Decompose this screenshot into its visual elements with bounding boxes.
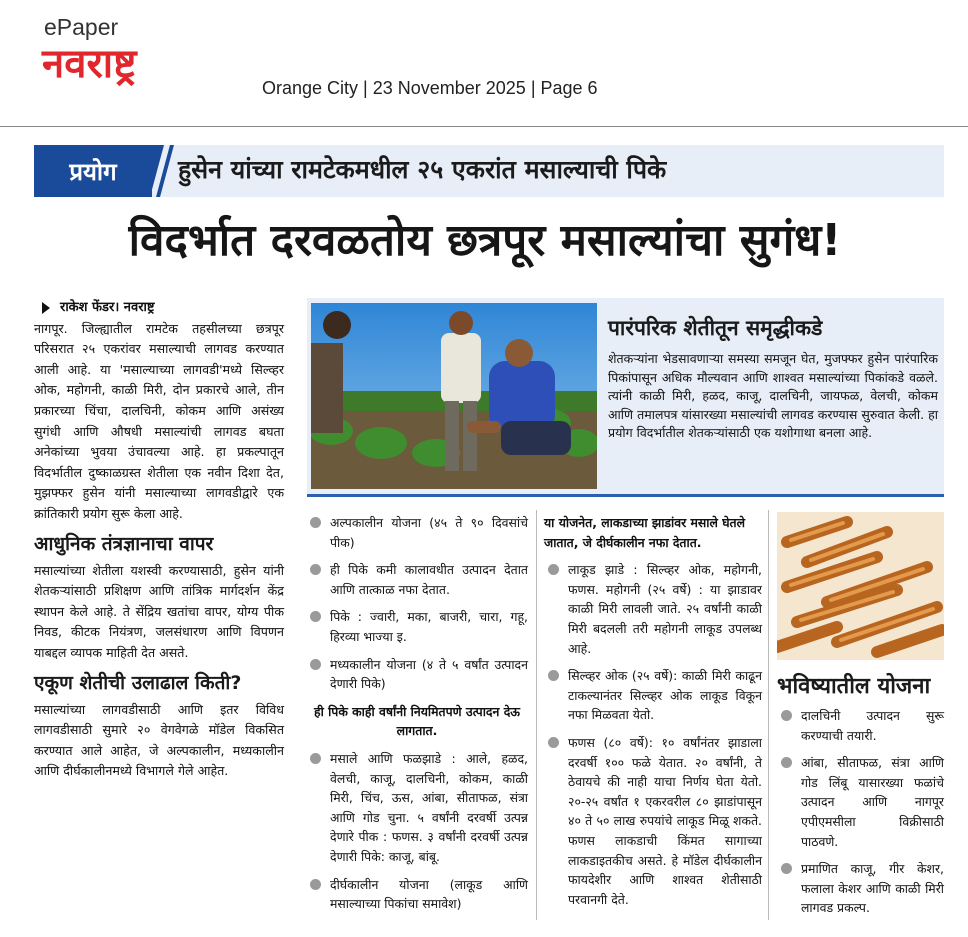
column-rule bbox=[768, 510, 769, 920]
list-item: दालचिनी उत्पादन सुरू करण्याची तयारी. bbox=[777, 706, 944, 745]
farm-photo bbox=[311, 303, 597, 489]
list-item: दीर्घकालीन योजना (लाकूड आणि मसाल्याच्या पिकांचा समावेश) bbox=[306, 875, 528, 914]
list-item: मध्यकालीन योजना (४ ते ५ वर्षांत उत्पादन देणारी पिके) bbox=[306, 655, 528, 694]
epaper-label: ePaper bbox=[44, 14, 119, 40]
paragraph-turnover: मसाल्यांच्या लागवडीसाठी आणि इतर विविध लागवडीसाठी सुमारे २० वेगवेगळे मॉडेल विकसित करण्यात आले आहेत, जे अल्पकालीन, मध्यकालीन आणि दीर्घकालीनमध्ये विभागले गेले आहेत. bbox=[34, 701, 284, 779]
paragraph-technology: मसाल्यांच्या शेतीला यशस्वी करण्यासाठी, हुसेन यांनी शेतकऱ्यांसाठी प्रशिक्षण आणि तांत्रिक मार्गदर्शन केंद्र स्थापन केले आहे. ते सेंद्रिय खतांचा वापर, योग्य पीक निवड, कीटक नियंत्रण, जलसंधारण आणि विपणन याबद्दल व्यापक माहिती देत असते. bbox=[34, 562, 284, 660]
list-item: अल्पकालीन योजना (४५ ते ९० दिवसांचे पीक) bbox=[306, 513, 528, 552]
article-column-1 bbox=[34, 298, 284, 782]
cinnamon-photo bbox=[777, 512, 944, 660]
future-plans-title: भविष्यातील योजना bbox=[777, 674, 931, 699]
lead-paragraph: नागपूर. जिल्ह्यातील रामटेक तहसीलच्या छत्रपूर परिसरात २५ एकरांवर मसाल्याची लागवड करण्यात आली आहे. या 'मसाल्याच्या लागवडी'मध्ये सिल्व्हर ओक, महोगनी, काळी मिरी, दोन प्रकारचे आले, तीन प्रकारच्या चिंचा, दालचिनी, कोकम आणि असंख्य सुगंधी आणि औषधी मसाल्यांची लागवड बघता अनेकांच्या भुवया उंचावल्या आहे. हा प्रकल्पातून विदर्भातील दुष्काळग्रस्त शेतीला एक नवीन दिशा देत, मुझफ्फर हुसेन यांनी मसाल्याच्या लागवडीद्वारे एक क्रांतिकारी प्रयोग सुरू केला आहे. bbox=[34, 320, 284, 521]
dateline: Orange City | 23 November 2025 | Page 6 bbox=[262, 78, 598, 98]
subhead-technology: आधुनिक तंत्रज्ञानाचा वापर bbox=[34, 532, 214, 555]
plan-note: ही पिके काही वर्षांनी नियमितपणे उत्पादन देऊ लागतात. bbox=[313, 703, 521, 739]
bullet-icon bbox=[310, 659, 321, 670]
bullet-icon bbox=[548, 564, 559, 575]
list-item: पिके : ज्वारी, मका, बाजरी, चारा, गहू, हिरव्या भाज्या इ. bbox=[306, 607, 528, 646]
list-item: फणस (८० वर्षे): १० वर्षांनंतर झाडाला दरवर्षी १०० फळे येतात. २० वर्षांनी, ते ठेवायचे की नाही याचा निर्णय घेता येतो. २०-२५ वर्षांत १ एकरवरील ८० झाडांपासून ४० ते ५० लाख रुपयांचे लाकूड मिळू शकते. फणस लाकडाची किंमत सागाच्या लाकडाइतकीच असते. हे मॉडेल दीर्घकालीन फायदेशीर आणि शाश्वत शेतीसाठी परवानगी देते. bbox=[544, 733, 762, 909]
bullet-icon bbox=[310, 879, 321, 890]
bullet-icon bbox=[310, 753, 321, 764]
bullet-icon bbox=[310, 564, 321, 575]
banner-divider bbox=[307, 494, 944, 497]
list-item: आंबा, सीताफळ, संत्रा आणि गोड लिंबू यासारख्या फळांचे उत्पादन आणि नागपूर एपीएमसीला विक्रीसाठी पाठवणे. bbox=[777, 753, 944, 851]
navarashtra-logo: नवराष्ट्र bbox=[42, 41, 137, 87]
main-headline: विदर्भात दरवळतोय छत्रपूर मसाल्यांचा सुगंध! bbox=[128, 215, 842, 266]
bullet-icon bbox=[310, 611, 321, 622]
banner-text: शेतकऱ्यांना भेडसावणाऱ्या समस्या समजून घेत, मुजफ्फर हुसेन पारंपारिक पिकांपासून अधिक मौल्यवान आणि शाश्वत मसाल्यांच्या पिकांकडे वळले. त्यांनी काळी मिरी, हळद, काजू, दालचिनी, जायफळ, वेलची, कोकम आणि तमालपत्र यांसारख्या मसाल्यांची लागवड करण्यास सुरुवात केली. हा प्रयोग विदर्भातील शेतकऱ्यांसाठी एक यशोगाथा बनला आहे. bbox=[608, 351, 938, 441]
bullet-icon bbox=[781, 710, 792, 721]
list-item: मसाले आणि फळझाडे : आले, हळद, वेलची, काजू, दालचिनी, कोकम, काळी मिरी, चिंच, ऊस, आंबा, सीताफळ, संत्रा आणि गोड चुना. ५ वर्षांनी दरवर्षी उत्पन्न देणारे पीक : फणस. ३ वर्षांनी दरवर्षी उत्पन्न देणारी पिके: काजू, बांबू. bbox=[306, 749, 528, 867]
future-column bbox=[777, 706, 944, 926]
list-item: प्रमाणित काजू, गीर केशर, फलाला केशर आणि काळी मिरी लागवड प्रकल्प. bbox=[777, 859, 944, 918]
bullet-icon bbox=[548, 737, 559, 748]
plan-column bbox=[306, 513, 528, 922]
masthead-divider bbox=[0, 126, 968, 127]
list-item: लाकूड झाडे : सिल्व्हर ओक, महोगनी, फणस. महोगनी (२५ वर्षे) : या झाडावर काळी मिरी लावली जाते. २५ वर्षांनी काळी मिरी बदलली तरी महोगनी लाकूड उपलब्ध आहे. bbox=[544, 560, 762, 658]
list-item: ही पिके कमी कालावधीत उत्पादन देतात आणि तात्काळ नफा देतात. bbox=[306, 560, 528, 599]
subhead-turnover: एकूण शेतीची उलाढाल किती? bbox=[34, 671, 242, 694]
bullet-icon bbox=[781, 863, 792, 874]
byline-text: राकेश फेंडर। नवराष्ट्र bbox=[60, 300, 155, 315]
timber-column bbox=[544, 513, 762, 917]
byline-arrow-icon bbox=[42, 302, 50, 314]
column-rule bbox=[536, 510, 537, 920]
bullet-icon bbox=[548, 670, 559, 681]
bullet-icon bbox=[310, 517, 321, 528]
bullet-icon bbox=[781, 757, 792, 768]
banner-title: पारंपरिक शेतीतून समृद्धीकडे bbox=[608, 316, 823, 340]
byline bbox=[34, 298, 284, 319]
timber-intro: या योजनेत, लाकडाच्या झाडांवर मसाले घेतले जातात, जे दीर्घकालीन नफा देतात. bbox=[544, 515, 746, 550]
kicker-headline: हुसेन यांच्या रामटेकमधील २५ एकरांत मसाल्याची पिके bbox=[178, 155, 667, 184]
kicker-tag: प्रयोग bbox=[34, 145, 152, 197]
list-item: सिल्व्हर ओक (२५ वर्षे): काळी मिरी काढून टाकल्यानंतर सिल्व्हर ओक लाकूड विकून नफा मिळवता येतो. bbox=[544, 666, 762, 725]
